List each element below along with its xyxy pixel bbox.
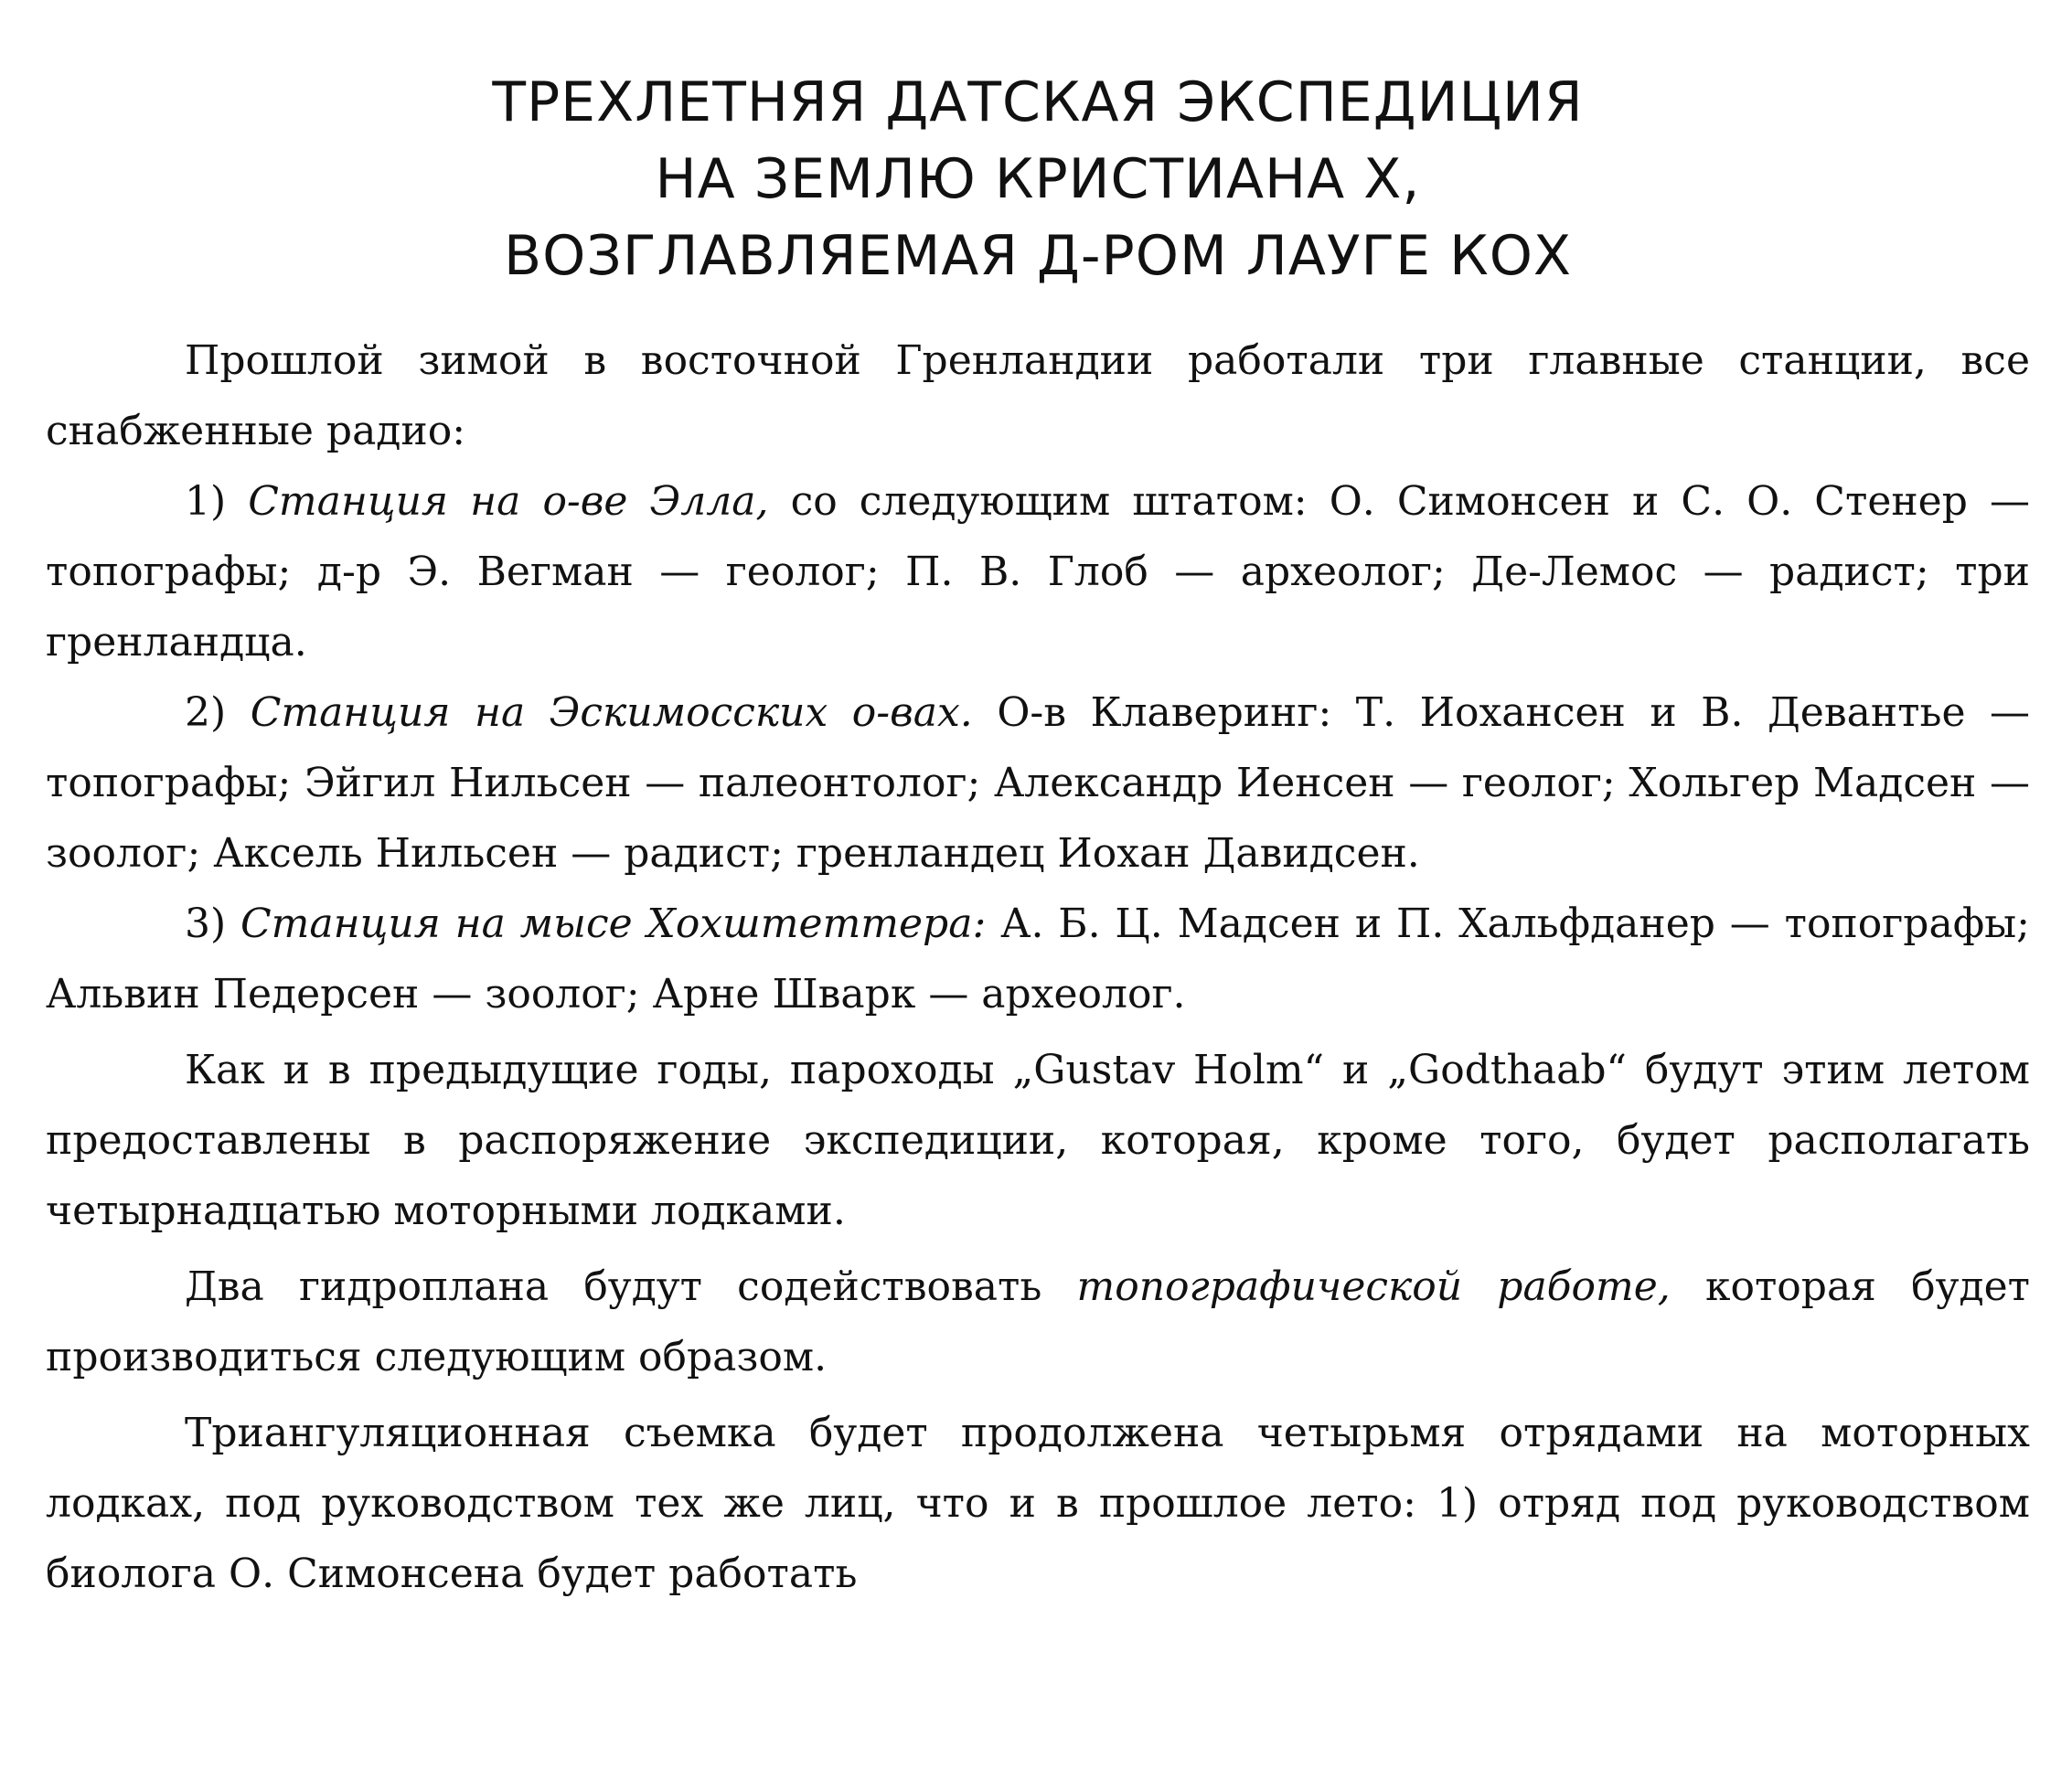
planes-text-before: Два гидроплана будут содействовать	[185, 1263, 1042, 1310]
title-line-3: ВОЗГЛАВЛЯЕМАЯ Д-РОМ ЛАУГЕ КОХ	[503, 224, 1573, 288]
station-1-paragraph	[46, 466, 2030, 677]
station-3-text: А. Б. Ц. Мадсен и П. Хальфданер — топографы; Альвин Педерсен — зоолог; Арне Шварк — археолог.	[46, 900, 2030, 1018]
station-1-number: 1)	[185, 478, 227, 525]
station-2-name: Станция на Эскимосских о-вах.	[250, 689, 973, 736]
station-1-name: Станция на о-ве Элла,	[248, 478, 769, 525]
planes-text-after: которая будет производиться следующим образом.	[46, 1263, 2030, 1380]
article-title	[46, 64, 2030, 294]
station-2-paragraph	[46, 677, 2030, 889]
station-3-name: Станция на мысе Хохштеттера:	[240, 900, 987, 947]
planes-text-italic: топографической работе,	[1076, 1263, 1671, 1310]
station-2-number: 2)	[185, 689, 227, 736]
station-3-paragraph	[46, 889, 2030, 1029]
station-3-number: 3)	[185, 900, 227, 947]
intro-paragraph: Прошлой зимой в восточной Гренландии работали три главные станции, все снабженные радио:	[46, 337, 2030, 454]
title-line-1: ТРЕХЛЕТНЯЯ ДАТСКАЯ ЭКСПЕДИЦИЯ	[492, 70, 1584, 134]
triangulation-paragraph: Триангуляционная съемка будет продолжена четырьмя отрядами на моторных лодках, под руководством тех же лиц, что и в прошлое лето: 1) отряд под руководством биолога О. Симонсена будет работать	[46, 1410, 2030, 1597]
planes-paragraph	[46, 1252, 2030, 1392]
station-1-text: со следующим штатом: О. Симонсен и С. О. Стенер — топографы; д-р Э. Вегман — геолог; П. В. Глоб — археолог; Де-Лемос — радист; три гренландца.	[46, 478, 2030, 666]
station-2-text: О-в Клаверинг: Т. Иохансен и В. Девантье — топографы; Эйгил Нильсен — палеонтолог; Александр Иенсен — геолог; Хольгер Мадсен — зоолог; Аксель Нильсен — радист; гренландец Иохан Давидсен.	[46, 689, 2030, 877]
ships-paragraph: Как и в предыдущие годы, пароходы „Gustav Holm“ и „Godthaab“ будут этим летом предоставлены в распоряжение экспедиции, которая, кроме того, будет располагать четырнадцатью моторными лодками.	[46, 1047, 2030, 1234]
title-line-2: НА ЗЕМЛЮ КРИСТИАНА X,	[655, 147, 1421, 211]
document-page	[46, 64, 2030, 1609]
